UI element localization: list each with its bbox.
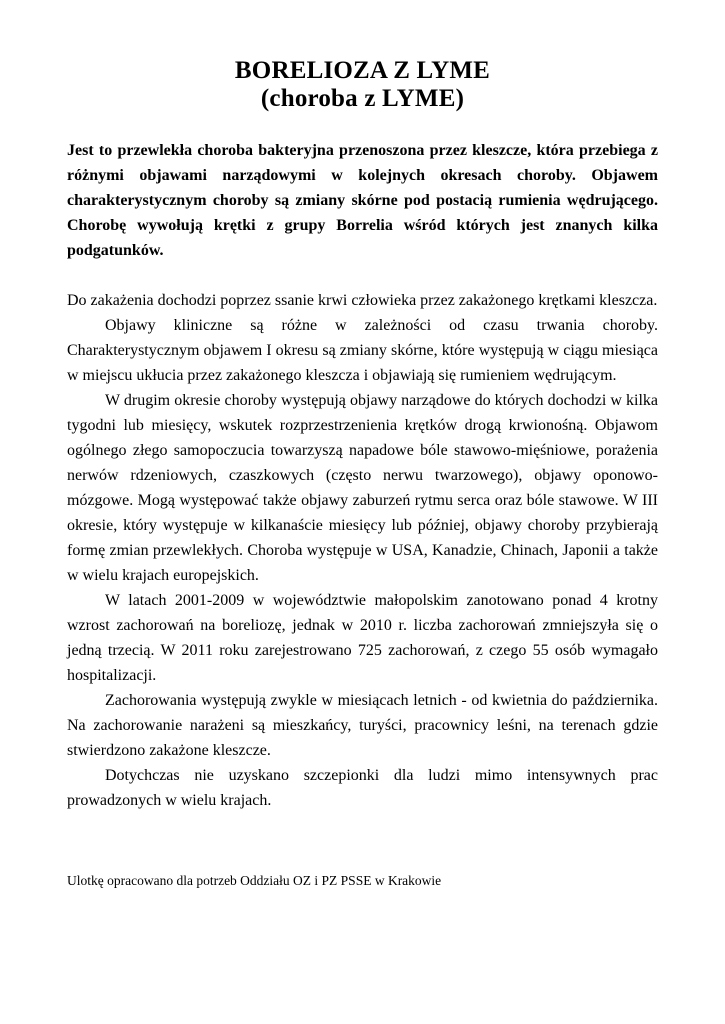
intro-paragraph: Jest to przewlekła choroba bakteryjna przenoszona przez kleszcze, która przebiega z różnymi objawami narządowymi w kolejnych okresach choroby. Objawem charakterystycznym choroby są zmiany skórne pod postacią rumienia wędrującego. Chorobę wywołują krętki z grupy Borrelia wśród których jest znanych kilka podgatunków. <box>67 142 658 259</box>
paragraph-statistics: W latach 2001-2009 w województwie małopolskim zanotowano ponad 4 krotny wzrost zachorowań na boreliozę, jednak w 2010 r. liczba zachorowań zmniejszyła się o jedną trzecią. W 2011 roku zarejestrowano 725 zachorowań, z czego 55 osób wymagało hospitalizacji. <box>67 592 658 684</box>
footer-note: Ulotkę opracowano dla potrzeb Oddziału OZ i PZ PSSE w Krakowie <box>67 873 442 888</box>
paragraph-infection: Do zakażenia dochodzi poprzez ssanie krwi człowieka przez zakażonego krętkami kleszcza. <box>67 292 658 309</box>
body-paragraphs <box>67 288 658 813</box>
title-line-1: BORELIOZA Z LYME <box>234 57 491 84</box>
paragraph-vaccine: Dotychczas nie uzyskano szczepionki dla ludzi mimo intensywnych prac prowadzonych w wielu krajach. <box>67 767 658 809</box>
page-title <box>67 57 658 113</box>
paragraph-symptoms-stage2-3: W drugim okresie choroby występują objawy narządowe do których dochodzi w kilka tygodni lub miesięcy, wskutek rozprzestrzenienia krętków drogą krwionośną. Objawom ogólnego złego samopoczucia towarzyszą napadowe bóle stawowo-mięśniowe, porażenia nerwów rdzeniowych, czaszkowych (często nerwu twarzowego), objawy oponowo-mózgowe. Mogą występować także objawy zaburzeń rytmu serca oraz bóle stawowe. W III okresie, który występuje w kilkanaście miesięcy lub później, objawy choroby przybierają formę zmian przewlekłych. Choroba występuje w USA, Kanadzie, Chinach, Japonii a także w wielu krajach europejskich. <box>67 392 658 584</box>
paragraph-symptoms-stage1: Objawy kliniczne są różne w zależności od czasu trwania choroby. Charakterystycznym objawem I okresu są zmiany skórne, które występują w ciągu miesiąca w miejscu ukłucia przez zakażonego kleszcza i objawiają się rumieniem wędrującym. <box>67 317 658 384</box>
paragraph-seasonality: Zachorowania występują zwykle w miesiącach letnich - od kwietnia do października. Na zachorowanie narażeni są mieszkańcy, turyści, pracownicy leśni, na terenach gdzie stwierdzono zakażone kleszcze. <box>67 692 658 759</box>
title-line-2: (choroba z LYME) <box>260 85 465 112</box>
